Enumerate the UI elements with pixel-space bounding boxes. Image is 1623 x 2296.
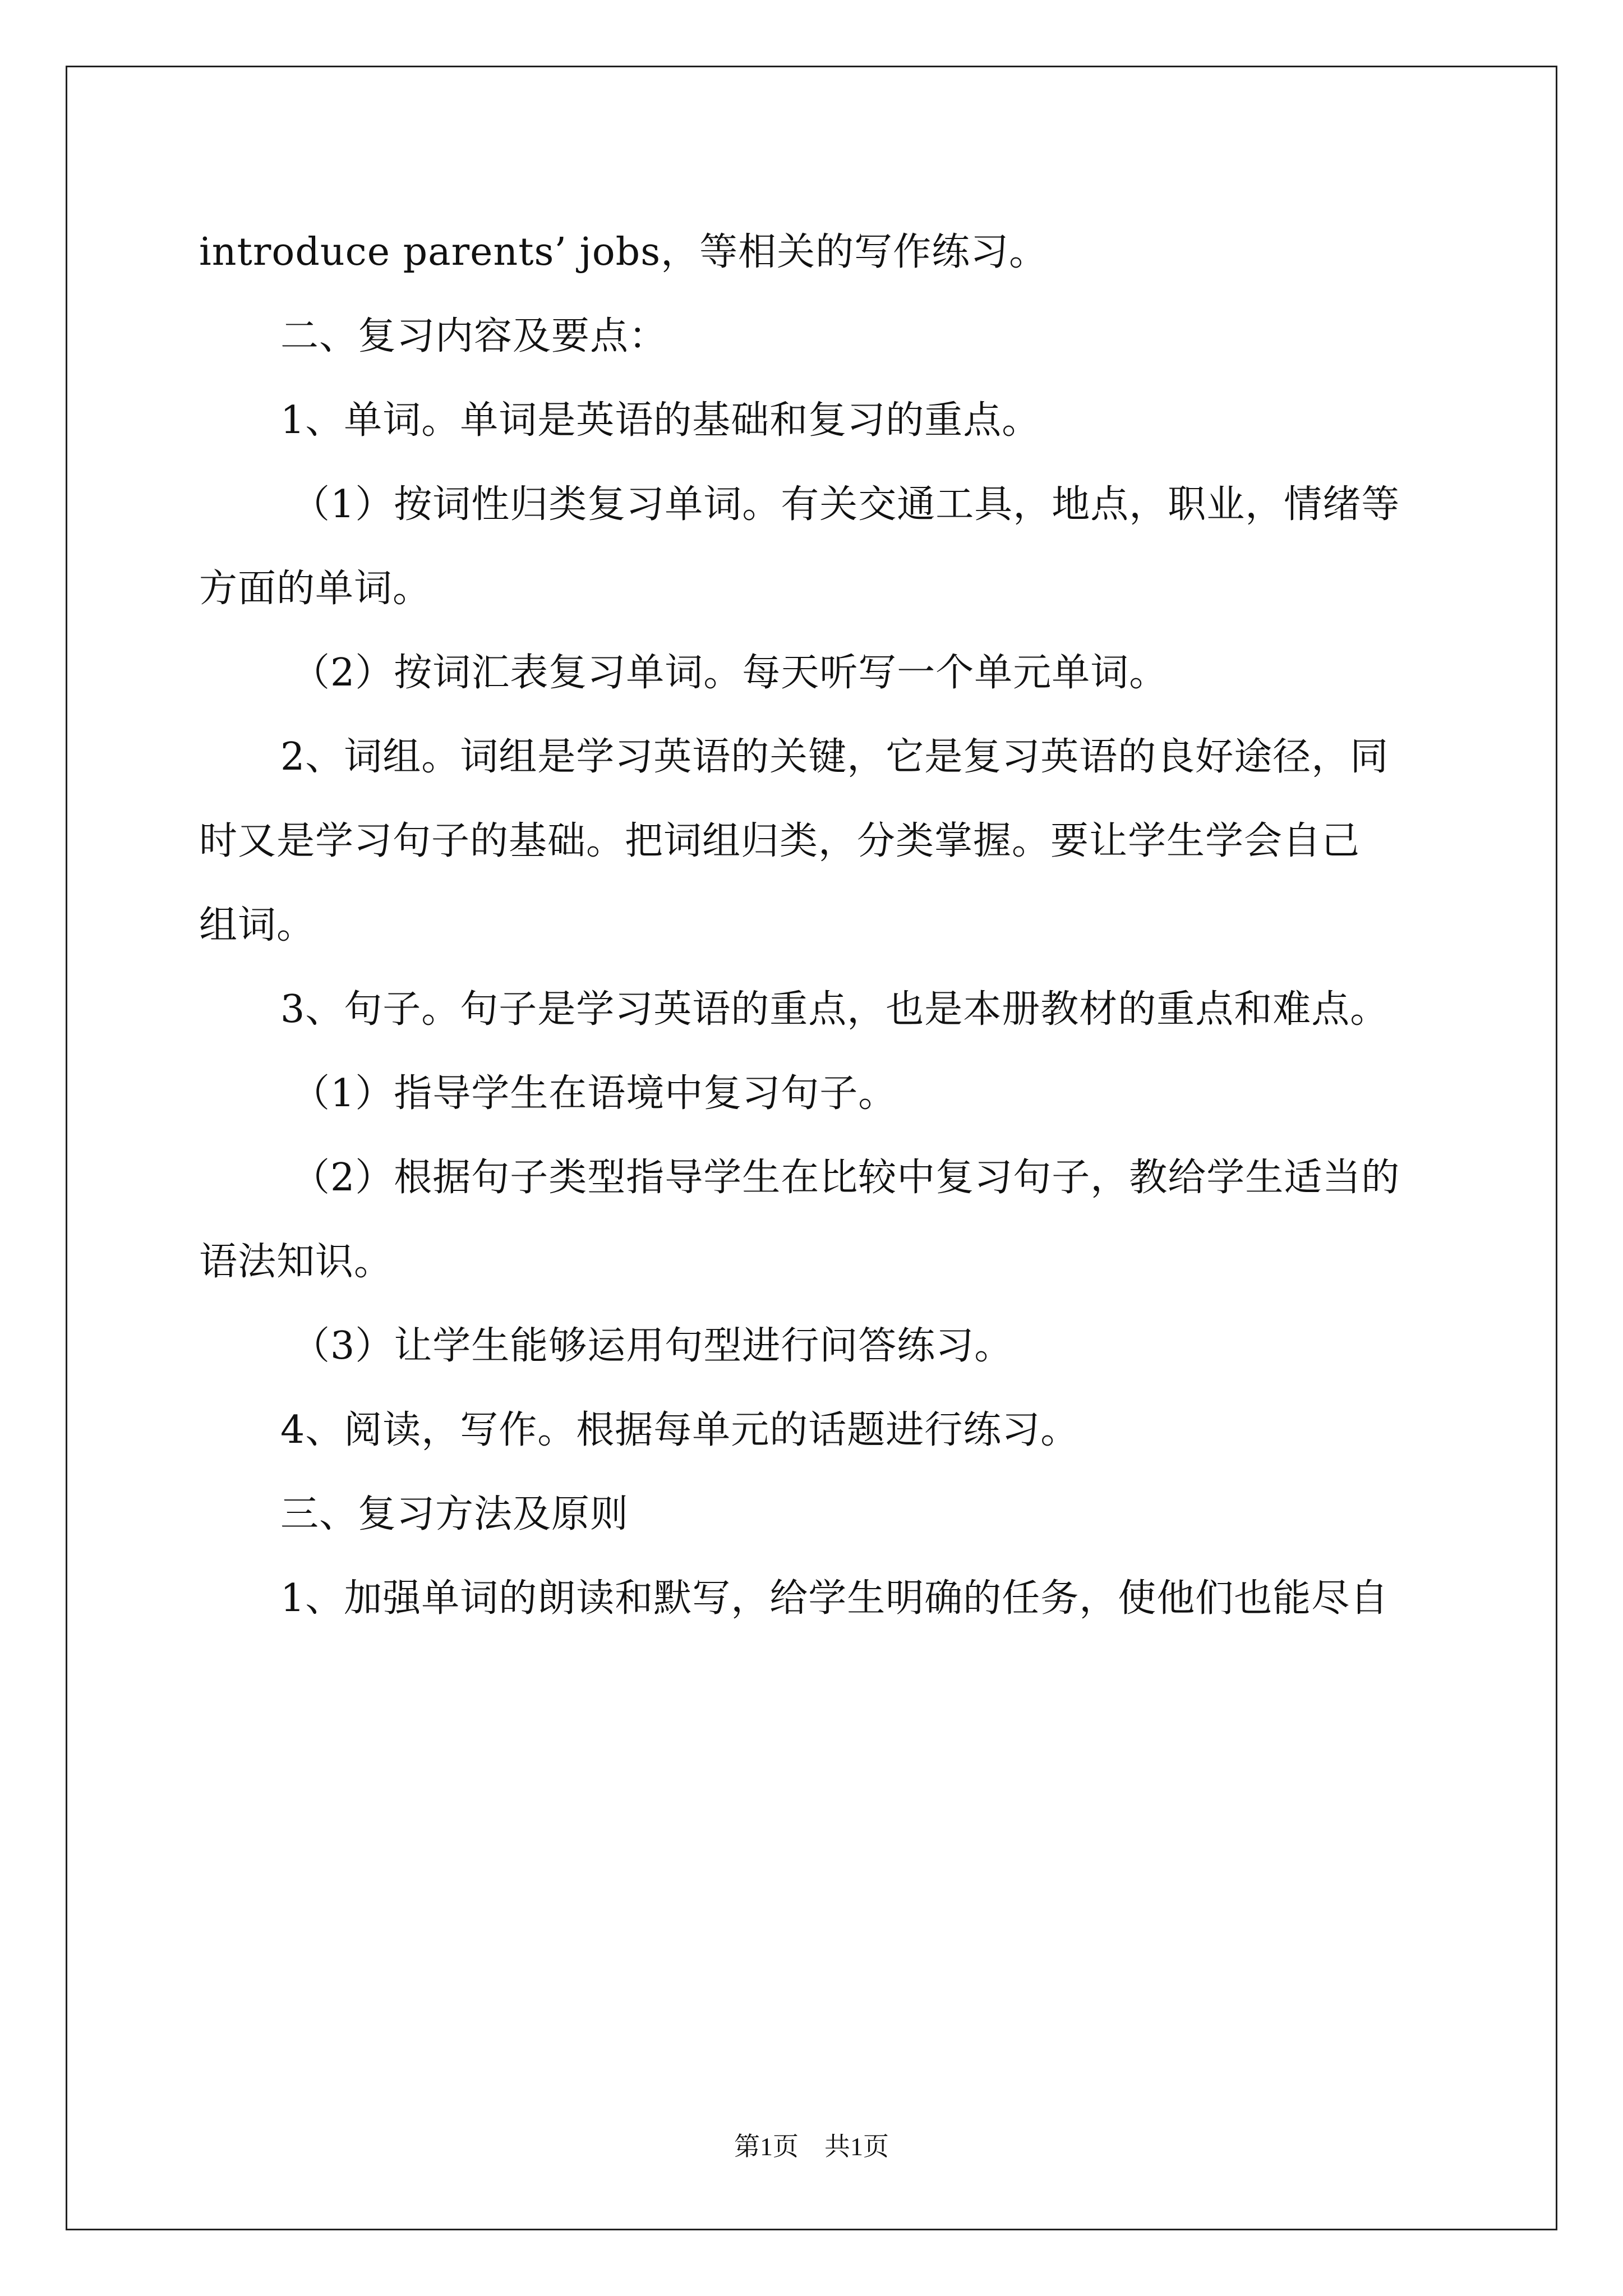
text-line: 3、句子。句子是学习英语的重点，也是本册教材的重点和难点。 bbox=[280, 987, 1389, 1032]
section-heading: 二、复习内容及要点： bbox=[280, 314, 668, 358]
text-line: （2）根据句子类型指导学生在比较中复习句子，教给学生适当的 bbox=[292, 1156, 1400, 1200]
page-number-footer: 第1页 共1页 bbox=[734, 2132, 889, 2161]
text-line: （3）让学生能够运用句型进行问答练习。 bbox=[292, 1324, 1013, 1368]
text-line: （1）按词性归类复习单词。有关交通工具，地点，职业，情绪等 bbox=[292, 482, 1400, 527]
text-line: 时又是学习句子的基础。把词组归类，分类掌握。要让学生学会自己 bbox=[199, 819, 1361, 863]
text-line: 2、词组。词组是学习英语的关键，它是复习英语的良好途径，同 bbox=[280, 735, 1389, 779]
text-line: 4、阅读，写作。根据每单元的话题进行练习。 bbox=[280, 1408, 1080, 1452]
text-line: 组词。 bbox=[199, 903, 316, 947]
text-line: （2）按词汇表复习单词。每天听写一个单元单词。 bbox=[292, 651, 1168, 695]
text-line: 语法知识。 bbox=[199, 1240, 393, 1284]
text-line: introduce parents’ jobs，等相关的写作练习。 bbox=[199, 230, 1048, 274]
text-line: 1、单词。单词是英语的基础和复习的重点。 bbox=[280, 398, 1041, 443]
section-heading: 三、复习方法及原则 bbox=[280, 1492, 629, 1536]
text-line: （1）指导学生在语境中复习句子。 bbox=[292, 1071, 897, 1116]
text-line: 1、加强单词的朗读和默写，给学生明确的任务，使他们也能尽自 bbox=[280, 1576, 1389, 1621]
text-line: 方面的单词。 bbox=[199, 567, 432, 611]
